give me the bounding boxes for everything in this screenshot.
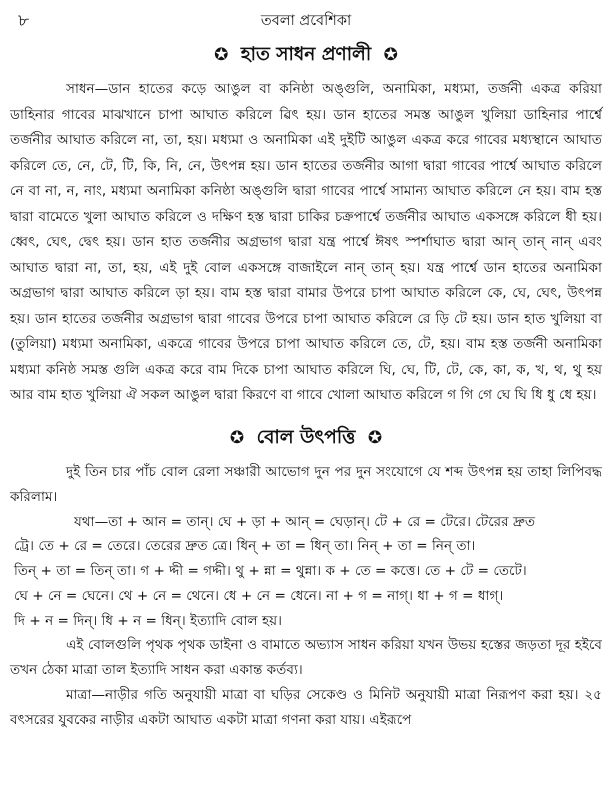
body-paragraph-intro: দুই তিন চার পাঁচ বোল রেলা সঞ্চারী আভোগ দুন পর দুন সংযোগে যে শব্দ উৎপন্ন হয় তাহা লিপিবদ্ধ করিলাম। — [10, 463, 602, 505]
section-heading-hat-sadhan — [10, 40, 602, 71]
book-title: তবলা প্রবেশিকা — [260, 13, 352, 29]
body-paragraph-practice: এই বোলগুলি পৃথক পৃথক ডাইনা ও বামাতে অভ্যাস সাধন করিয়া যখন উভয় হস্তের জড়তা দূর হইবে তখন ঠেকা মাত্রা তাল ইত্যাদি সাধন করা একান্ত কর্তব্য। — [10, 637, 602, 679]
formula-line: ঘে + নে = ঘেনে। থে + নে = থেনে। ধে + নে = ধেনে। না + গ = নাগ্। ধা + গ = ধাগ্। — [14, 587, 504, 604]
formula-line: যথা—তা + আন = তান্। ঘে + ড়া + আন্ = ঘেড়ান্। টে + রে = টেরে। টেরের দ্রুত — [74, 513, 536, 530]
section-title: বোল উৎপত্তি — [256, 426, 356, 448]
flower-ornament-icon: ✪ — [367, 427, 383, 448]
running-header — [10, 6, 602, 32]
formula-line: দি + ন = দিন্। ধি + ন = ধিন্। ইত্যাদি বোল হয়। — [14, 612, 283, 629]
page-number: ৮ — [18, 11, 30, 31]
section-title: হাত সাধন প্রণালী — [240, 44, 372, 65]
formula-line: ট্রে। তে + রে = তেরে। তেরের দ্রুত ত্রে। ধিন্ + তা = ধিন্ তা। নিন্ + তা = নিন্ তা। — [14, 538, 476, 555]
body-paragraph-matra: মাত্রা—নাড়ীর গতি অনুযায়ী মাত্রা বা ঘড়ির সেকেণ্ড ও মিনিট অনুযায়ী মাত্রা নিরূপণ করা হয়। ২৫ বৎসরের যুবকের নাড়ীর একটা আঘাত একটা মাত্রা গণনা করা যায়। এইরূপে — [10, 687, 602, 729]
flower-ornament-icon: ✪ — [229, 427, 245, 448]
flower-ornament-icon: ✪ — [214, 45, 229, 65]
flower-ornament-icon: ✪ — [383, 45, 398, 65]
formula-line: তিন্ + তা = তিন্ তা। গ + দ্দী = গদ্দী। থু + ন্না = থুন্না। ক + তে = কত্তে। তে + টে = তেটে। — [14, 563, 527, 580]
section-heading-bol-utpatti — [10, 423, 602, 454]
body-paragraph-sadhan: সাধন—ডান হাতের কড়ে আঙুল বা কনিষ্ঠা অঙ্গুলি, অনামিকা, মধ্যমা, তর্জনী একত্র করিয়া ডাহিনার গাবের মাঝখানে চাপা আঘাত করিলে ৱিৎ হয়। ডান হাতের সমস্ত আঙুল খুলিয়া ডাহিনার পার্শ্বে তর্জনীর আঘাত করিলে না, তা, হয়। মধ্যমা ও অনামিকা এই দুইটি আঙুল একত্র করে গাবের মধ্যস্থানে আঘাত করিলে তে, নে, টে, টি, কি, নি, নে, উৎপন্ন হয়। ডান হাতের তর্জনীর আগা দ্বারা গাবের পার্শ্বে আঘাত করিলে নে বা না, ন, নাং, মধ্যমা অনামিকা কনিষ্ঠা অঙ্গুলি দ্বারা গাবের পার্শ্বে সামান্য আঘাত করিলে নে হয়। বাম হস্ত দ্বারা বামেতে খুলা আঘাত করিলে ও দক্ষিণ হস্ত দ্বারা চাকির চক্রপার্শ্বে তর্জনীর আঘাত একসঙ্গে করিলে ধী হয়। ধ্বেৎ, ঘেৎ, দ্বেৎ হয়। ডান হাত তর্জনীর অগ্রভাগ দ্বারা যন্ত্র পার্শ্বে ঈষৎ স্পর্শাঘাত দ্বারা আন্ তান্ নান্ এবং আঘাত দ্বারা না, তা, হয়, এই দুই বোল একসঙ্গে বাজাইলে নান্ তান্ হয়। যন্ত্র পার্শ্বে ডান হাতের অনামিকা অগ্রভাগ দ্বারা আঘাত করিলে ড়া হয়। বাম হস্ত দ্বারা বামার উপরে চাপা আঘাত করিলে কে, ঘে, ঘেৎ, উৎপন্ন হয়। ডান হাতের তর্জনীর অগ্রভাগ দ্বারা গাবের উপরে চাপা আঘাত করিলে রে ড়ি টে হয়। ডান হাত খুলিয়া বা (তুলিয়া) মধ্যমা অনামিকা, একত্রে গাবের উপরে চাপা আঘাত করিলে তে, টে, হয়। বাম হস্ত তর্জনী অনামিকা মধ্যমা কনিষ্ঠ সমস্ত গুলি একত্র করে বাম দিকে চাপা আঘাত করিলে ঘি, ঘে, টি, টে, কে, কা, ক, খ, থ, থু হয় আর বাম হাত খুলিয়া ঐ সকল আঙুল দ্বারা কিরণে বা গাবে খোলা আঘাত করিলে গ গি গে ঘে ঘি ধি ধু ধে হয়। — [10, 81, 602, 403]
